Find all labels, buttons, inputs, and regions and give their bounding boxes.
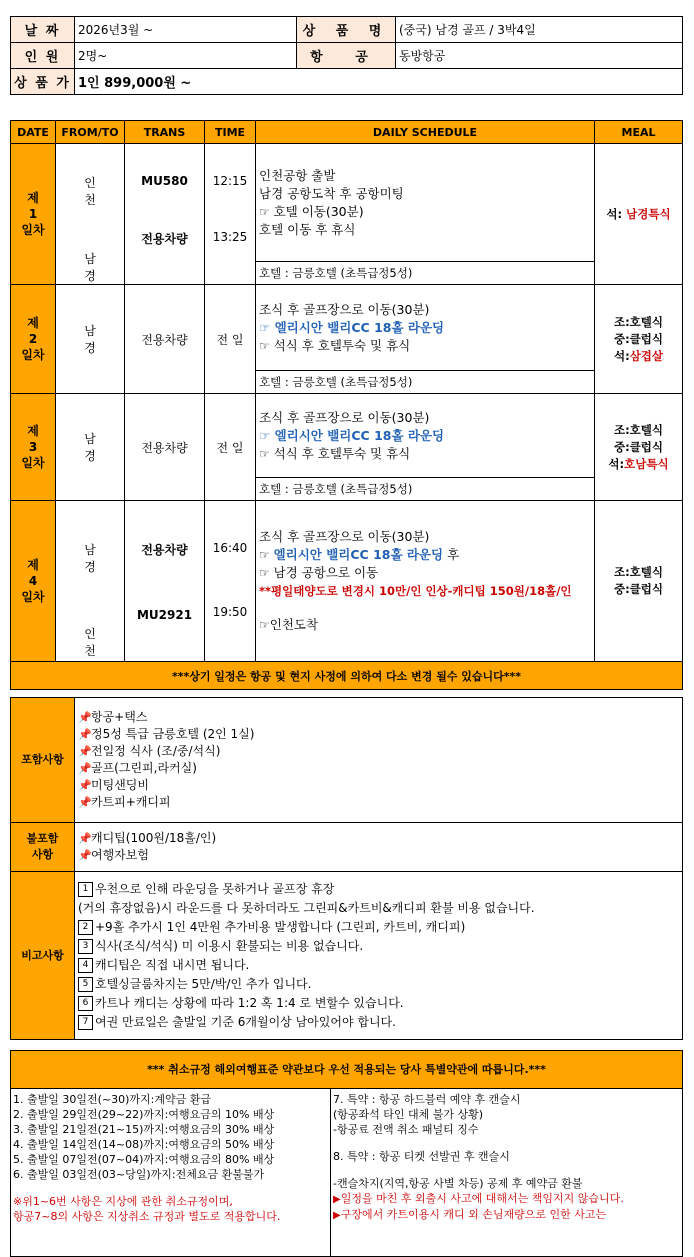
triangle-right-icon: ▶: [333, 1210, 341, 1221]
day-1-label: 제 1 일차: [11, 144, 56, 285]
day-1-time: 12:15 13:25: [205, 144, 256, 285]
hand-icon: ☞: [259, 319, 275, 335]
hand-icon: ☞: [259, 427, 275, 443]
day-2-trans: 전용차량: [125, 285, 205, 394]
day-2-schedule: 조식 후 골프장으로 이동(30분) ☞ 엘리시안 밸리CC 18홀 라운딩 ☞ 석식 후 호텔투숙 및 휴식: [256, 285, 595, 371]
col-fromto: FROM/TO: [56, 121, 125, 144]
schedule-table: [10, 120, 683, 690]
day-3-hotel: 호텔 : 금릉호텔 (초특급정5성): [256, 478, 595, 501]
day-4-schedule: 조식 후 골프장으로 이동(30분) ☞ 엘리시안 밸리CC 18홀 라운딩 후 ☞ 남경 공항으로 이동 **평일태양도로 변경시 10만/인 인상-캐디팁 150원/18홀/인 ☞인천도착: [256, 501, 595, 662]
price-label: 상 품 가: [11, 69, 75, 95]
day-3-schedule: 조식 후 골프장으로 이동(30분) ☞ 엘리시안 밸리CC 18홀 라운딩 ☞ 석식 후 호텔투숙 및 휴식: [256, 394, 595, 478]
header-table: [10, 16, 683, 95]
airline-value: 동방항공: [396, 43, 683, 69]
day-3-time: 전 일: [205, 394, 256, 501]
price-value: 1인 899,000원 ~: [75, 69, 683, 95]
hand-icon: ☞: [259, 548, 274, 562]
airline-label: 항 공: [297, 43, 396, 69]
day-1-schedule: 인천공항 출발 남경 공항도착 후 공항미팅 ☞ 호텔 이동(30분) 호텔 이동 후 휴식: [256, 144, 595, 262]
included-label: 포함사항: [11, 698, 75, 823]
day-1-trans: MU580 전용차량: [125, 144, 205, 285]
pin-icon: 📌: [78, 779, 92, 792]
cancel-header: *** 취소규정 해외여행표준 약관보다 우선 적용되는 당사 특별약관에 따릅니다.***: [11, 1051, 683, 1089]
col-schedule: DAILY SCHEDULE: [256, 121, 595, 144]
remarks-list: 1 우천으로 인해 라운딩을 못하거나 골프장 휴장 (거의 휴장없음)시 라운드를 다 못하더라도 그린피&카트비&캐디피 환불 비용 없습니다. 2 +9홀 추가시 1인 4만원 추가비용 발생합니다 (그린피, 카트비, 캐디피) 3 식사(조식/석식) 미 이용시 환불되는 비용 없습니다. 4 캐디팁은 직접 내시면 됩니다. 5 호텔싱글룸차지는 5만/박/인 추가 입니다. 6 카트나 캐디는 상황에 따라 1:2 혹 1:4 로 변할수 있습니다. 7 여권 만료일은 출발일 기준 6개월이상 남아있어야 합니다.: [75, 872, 683, 1040]
pin-icon: 📌: [78, 711, 92, 724]
pin-icon: 📌: [78, 832, 92, 845]
pin-icon: 📌: [78, 762, 92, 775]
hand-icon: ☞: [259, 566, 274, 580]
day-4-fromto: 남 경 인 천: [56, 501, 125, 662]
col-date: DATE: [11, 121, 56, 144]
number-box-icon: 3: [78, 939, 93, 954]
number-box-icon: 5: [78, 977, 93, 992]
day-4-trans: 전용차량 MU2921: [125, 501, 205, 662]
day-2-label: 제 2 일차: [11, 285, 56, 394]
schedule-notice: ***상기 일정은 항공 및 현지 사정에 의하여 다소 변경 될수 있습니다***: [11, 662, 683, 690]
people-value: 2명~: [75, 43, 297, 69]
day-3-label: 제 3 일차: [11, 394, 56, 501]
hand-icon: ☞: [259, 338, 274, 353]
day-2-time: 전 일: [205, 285, 256, 394]
info-table: [10, 697, 683, 1040]
col-trans: TRANS: [125, 121, 205, 144]
day-3-meal: 조:호텔식 중:클럽식 석:호남특식: [595, 394, 683, 501]
product-label: 상 품 명: [297, 17, 396, 43]
triangle-right-icon: ▶: [333, 1194, 341, 1205]
day-4-time: 16:40 19:50: [205, 501, 256, 662]
pin-icon: 📌: [78, 849, 92, 862]
date-value: 2026년3월 ~: [75, 17, 297, 43]
day-2-hotel: 호텔 : 금릉호텔 (초특급정5성): [256, 371, 595, 394]
col-meal: MEAL: [595, 121, 683, 144]
product-value: (중국) 남경 골프 / 3박4일: [396, 17, 683, 43]
day-2-meal: 조:호텔식 중:클럽식 석:삼겹살: [595, 285, 683, 394]
people-label: 인 원: [11, 43, 75, 69]
date-label: 날 짜: [11, 17, 75, 43]
remarks-label: 비고사항: [11, 872, 75, 1040]
pin-icon: 📌: [78, 745, 92, 758]
excluded-label: 불포함 사항: [11, 823, 75, 872]
day-3-fromto: 남 경: [56, 394, 125, 501]
col-time: TIME: [205, 121, 256, 144]
pin-icon: 📌: [78, 728, 92, 741]
number-box-icon: 4: [78, 958, 93, 973]
cancel-left: 1. 출발일 30일전(~30)까지:계약금 환급 2. 출발일 29일전(29~22)까지:여행요금의 10% 배상 3. 출발일 21일전(21~15)까지:여행요금의 30% 배상 4. 출발일 14일전(14~08)까지:여행요금의 50% 배상 5. 출발일 07일전(07~04)까지:여행요금의 80% 배상 6. 출발일 03일전(03~당일)까지:전체요금 환불불가 ※위1~6번 사항은 지상에 관한 취소규정이며, 항공7~8의 사항은 지상취소 규정과 별도로 적용합니다.: [11, 1089, 331, 1257]
day-2-fromto: 남 경: [56, 285, 125, 394]
number-box-icon: 2: [78, 920, 93, 935]
hand-icon: ☞: [259, 618, 270, 632]
excluded-list: 📌캐디팁(100원/18홀/인) 📌여행자보험: [75, 823, 683, 872]
cancel-table: [10, 1050, 683, 1257]
number-box-icon: 1: [78, 882, 93, 897]
day-1-hotel: 호텔 : 금릉호텔 (초특급정5성): [256, 262, 595, 285]
number-box-icon: 6: [78, 996, 93, 1011]
day-3-trans: 전용차량: [125, 394, 205, 501]
day-1-fromto: 인 천 남 경: [56, 144, 125, 285]
day-4-meal: 조:호텔식 중:클럽식: [595, 501, 683, 662]
day-1-meal: 석: 남경특식: [595, 144, 683, 285]
cancel-right: 7. 특약 : 항공 하드블럭 예약 후 캔슬시 (항공좌석 타인 대체 불가 상황) -항공료 전액 취소 패널티 징수 8. 특약 : 항공 티켓 선발권 후 캔슬시 -캔슬차지(지역,항공 사별 차등) 공제 후 예약금 환불 ▶일정을 마친 후 외출시 사고에 대해서는 책임지지 않습니다. ▶구장에서 카트이용시 캐디 외 손님재량으로 인한 사고는: [331, 1089, 683, 1257]
day-4-label: 제 4 일차: [11, 501, 56, 662]
included-list: 📌항공+택스 📌정5성 특급 금릉호텔 (2인 1실) 📌전일정 식사 (조/중/석식) 📌골프(그린피,라커실) 📌미팅샌딩비 📌카트피+캐디피: [75, 698, 683, 823]
hand-icon: ☞: [259, 204, 274, 219]
pin-icon: 📌: [78, 796, 92, 809]
hand-icon: ☞: [259, 446, 274, 461]
number-box-icon: 7: [78, 1015, 93, 1030]
